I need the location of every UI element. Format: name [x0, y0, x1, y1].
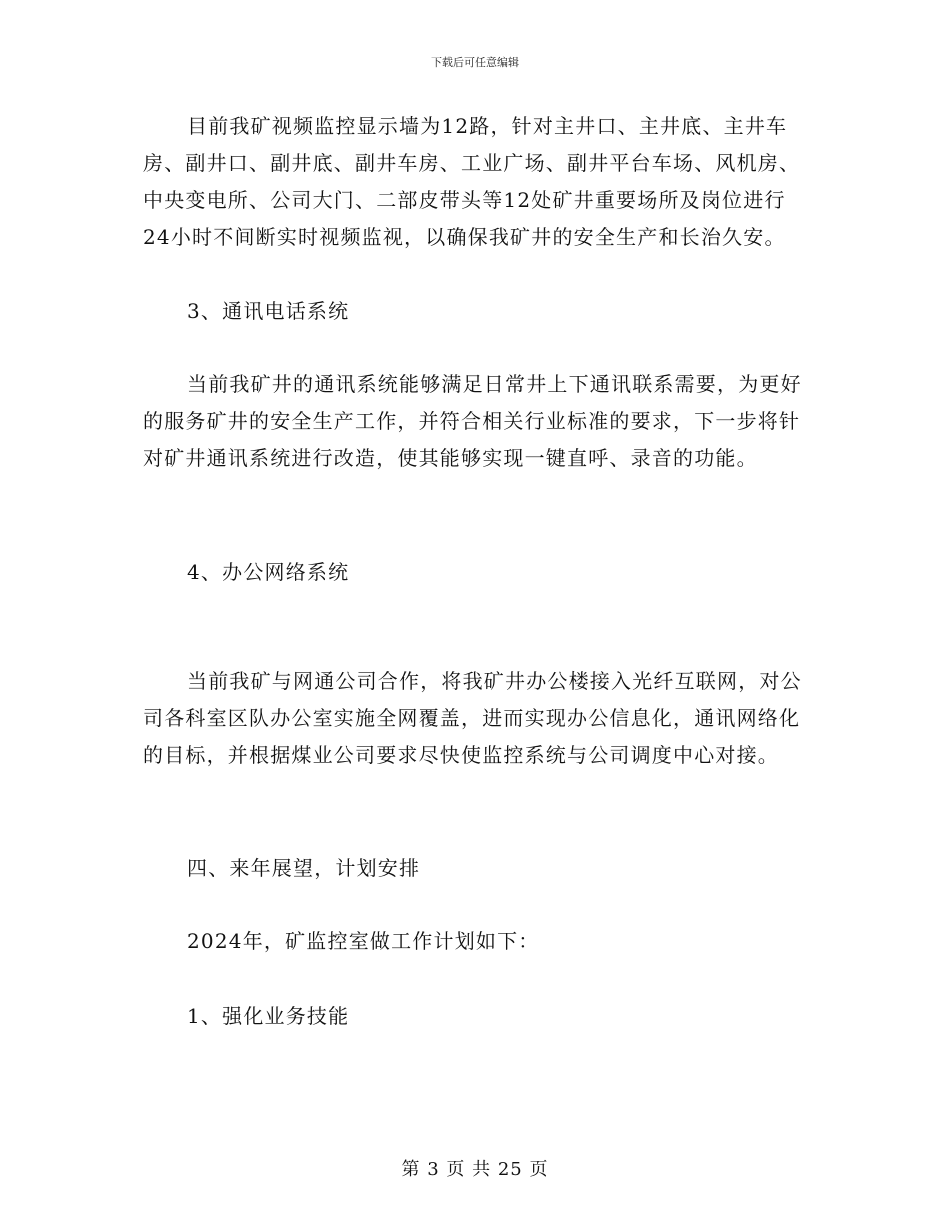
- paragraph-video-monitoring: 目前我矿视频监控显示墙为12路，针对主井口、主井底、主井车房、副井口、副井底、副井车房、工业广场、副井平台车场、风机房、中央变电所、公司大门、二部皮带头等12处矿井重要场所及岗位进行24小时不间断实时视频监视，以确保我矿井的安全生产和长治久安。: [143, 114, 801, 249]
- heading-strengthen-skills: 1、强化业务技能: [187, 1004, 350, 1028]
- page-footer: 第 3 页 共 25 页: [401, 1159, 549, 1180]
- paragraph-work-plan-intro: 2024年，矿监控室做工作计划如下：: [187, 929, 540, 953]
- heading-office-network-system: 4、办公网络系统: [187, 560, 350, 584]
- heading-communication-phone-system: 3、通讯电话系统: [187, 299, 350, 323]
- paragraph-communication-system: 当前我矿井的通讯系统能够满足日常井上下通讯联系需要，为更好的服务矿井的安全生产工作，并符合相关行业标准的要求，下一步将针对矿井通讯系统进行改造，使其能够实现一键直呼、录音的功能。: [143, 372, 802, 470]
- heading-outlook-plan: 四、来年展望，计划安排: [187, 856, 421, 880]
- page-header: 下载后可任意编辑: [431, 56, 519, 69]
- paragraph-office-network: 当前我矿与网通公司合作，将我矿井办公楼接入光纤互联网，对公司各科室区队办公室实施全网覆盖，进而实现办公信息化，通讯网络化的目标，并根据煤业公司要求尽快使监控系统与公司调度中心对接。: [143, 669, 802, 767]
